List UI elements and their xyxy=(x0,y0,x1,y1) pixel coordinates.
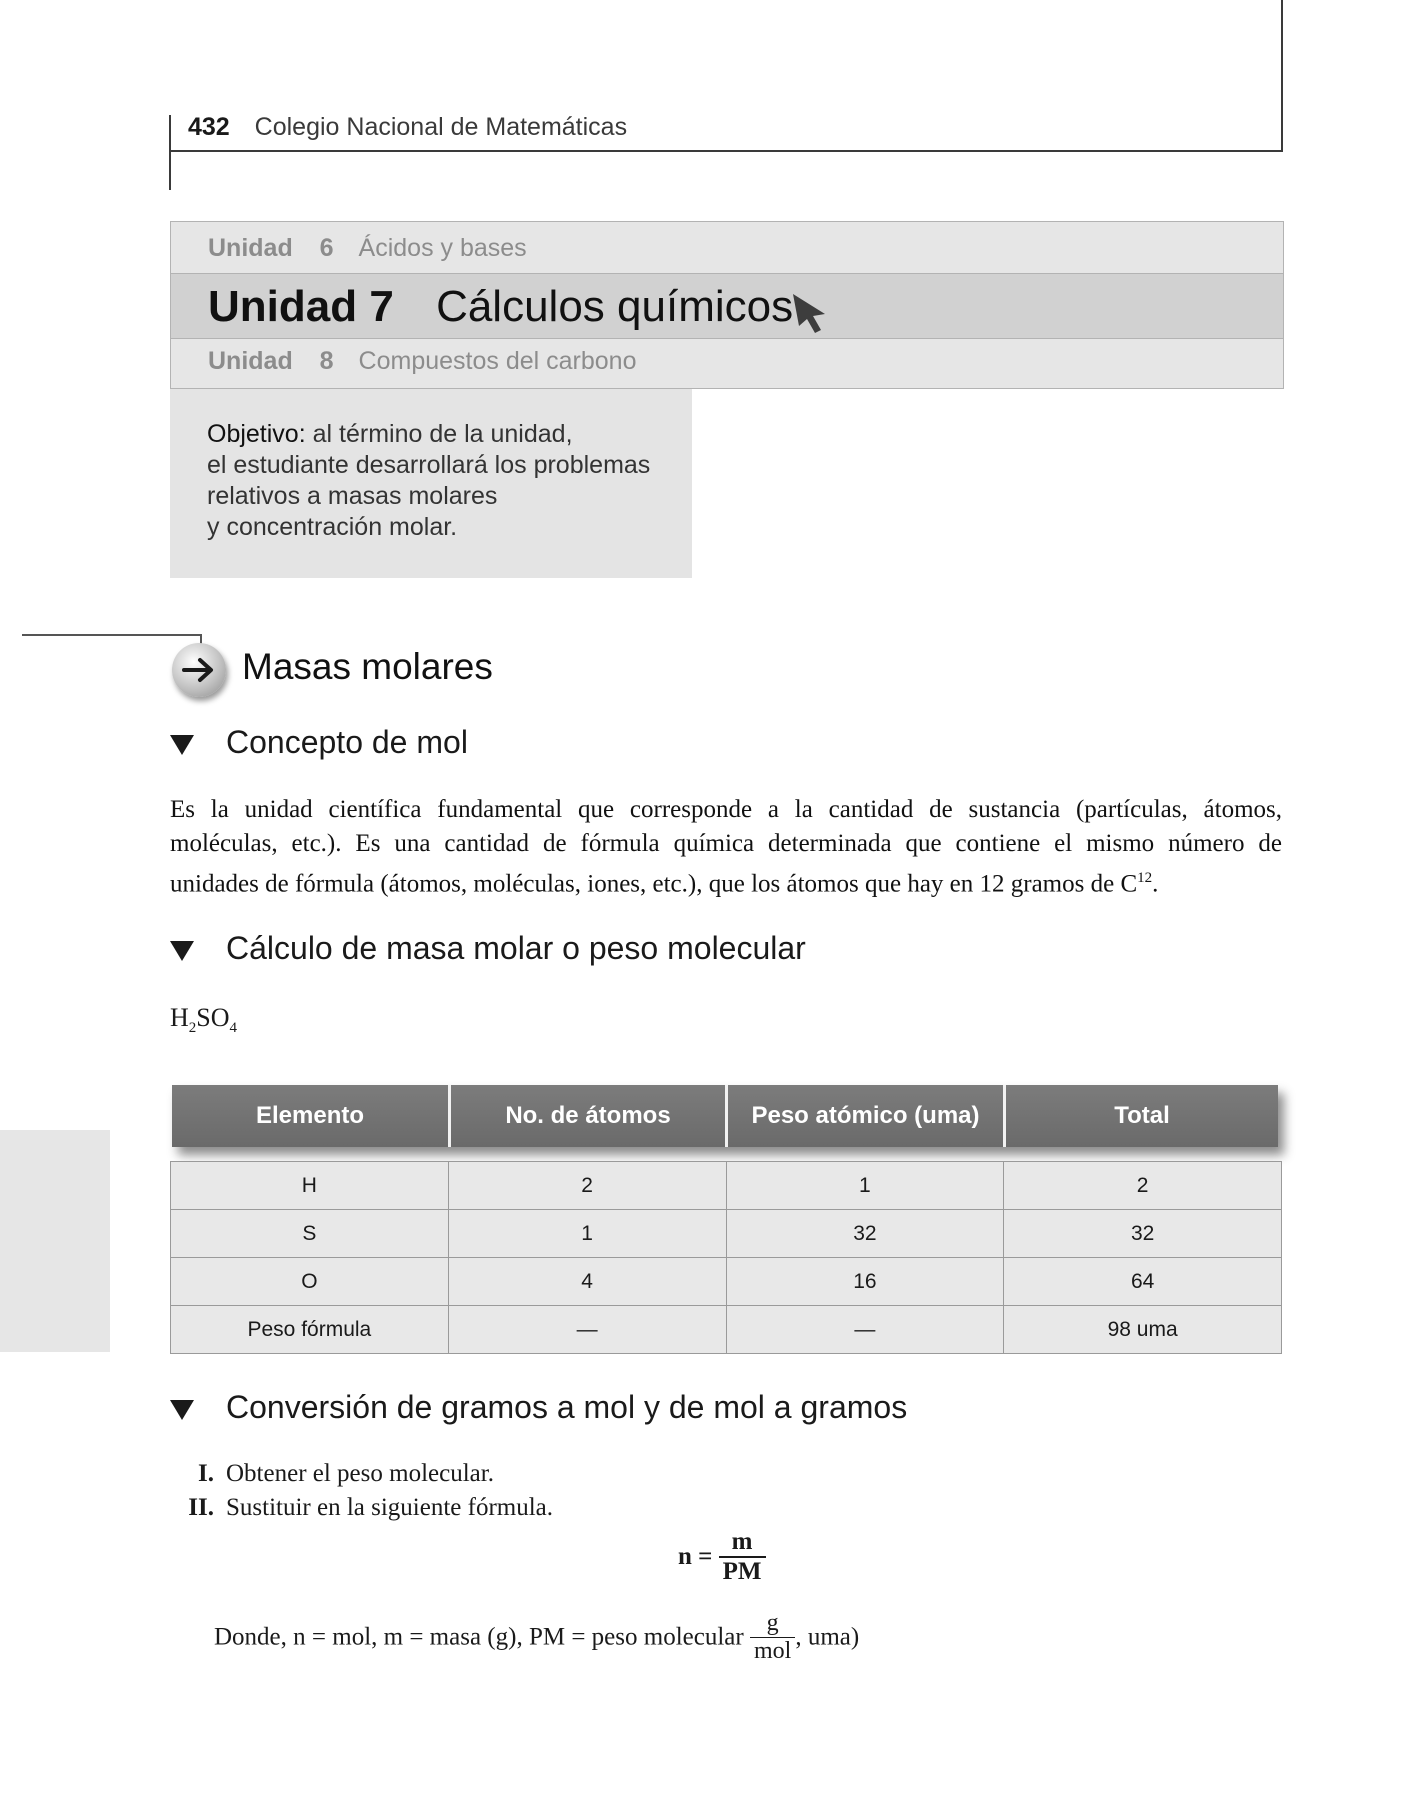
table-cell: 1 xyxy=(726,1162,1004,1210)
table-cell: S xyxy=(171,1210,449,1258)
concepto-line-1: Es la unidad científica fundamental que corresponde a la cantidad de sustancia (partículas, átomos, xyxy=(170,796,1282,823)
section-arrow-icon xyxy=(172,643,226,697)
formula-so-sub: 4 xyxy=(229,1020,238,1037)
unit-next-label: Unidad xyxy=(208,347,293,375)
table-cell: 2 xyxy=(448,1162,726,1210)
objective-line-1: al término de la unidad, xyxy=(312,420,573,448)
table-row xyxy=(171,1306,1282,1354)
formula-numerator: m xyxy=(719,1528,766,1558)
step-number: I. xyxy=(198,1460,214,1487)
unit-next-number: 8 xyxy=(319,347,334,375)
bullet-triangle-icon xyxy=(170,1400,194,1420)
bullet-triangle-icon xyxy=(170,735,194,755)
table-row xyxy=(171,1162,1282,1210)
unit-current-row xyxy=(171,273,1283,339)
heading-conversion xyxy=(170,1389,907,1426)
table-row xyxy=(171,1210,1282,1258)
table-cell: 32 xyxy=(1004,1210,1282,1258)
legend-fraction xyxy=(750,1610,795,1665)
page-number: 432 xyxy=(188,113,230,141)
margin-rule xyxy=(22,634,202,636)
unit-next-row xyxy=(208,347,636,376)
table-cell: H xyxy=(171,1162,449,1210)
unit-prev-title: Ácidos y bases xyxy=(358,234,527,262)
formula-lhs: n = xyxy=(678,1543,713,1570)
formula-fraction xyxy=(719,1528,766,1586)
book-title: Colegio Nacional de Matemáticas xyxy=(254,113,628,141)
formula-so: SO xyxy=(196,1003,230,1032)
table-cell: 4 xyxy=(448,1258,726,1306)
table-cell: 98 uma xyxy=(1004,1306,1282,1354)
objective-line-4: y concentración molar. xyxy=(207,513,458,541)
concepto-paragraph xyxy=(170,793,1282,901)
legend-numerator: g xyxy=(750,1610,795,1638)
carbon-isotope-sup: 12 xyxy=(1137,870,1153,886)
formula-denominator: PM xyxy=(722,1558,762,1585)
heading-calculo-text: Cálculo de masa molar o peso molecular xyxy=(226,930,806,966)
table-cell: — xyxy=(726,1306,1004,1354)
table-header-atomos: No. de átomos xyxy=(505,1102,671,1129)
legend-end: , uma) xyxy=(795,1623,860,1651)
formula-h: H xyxy=(170,1003,189,1032)
cursor-arrow-icon xyxy=(791,292,835,336)
table-cell: 16 xyxy=(726,1258,1004,1306)
frame-top-rule xyxy=(170,150,1282,152)
step-number: II. xyxy=(188,1494,214,1521)
table-cell: 2 xyxy=(1004,1162,1282,1210)
formula-h2so4 xyxy=(170,1003,237,1037)
objective-line-3: relativos a masas molares xyxy=(207,482,498,510)
unit-prev-number: 6 xyxy=(319,234,334,262)
concepto-line-3: unidades de fórmula (átomos, moléculas, iones, etc.), que los átomos que hay en 12 gramos de C xyxy=(170,870,1138,898)
table-cell: 1 xyxy=(448,1210,726,1258)
table-header-total: Total xyxy=(1114,1102,1170,1129)
frame-left-tick xyxy=(169,115,171,190)
table-header xyxy=(172,1085,1278,1147)
objective-box xyxy=(170,389,692,578)
objective-line-2: el estudiante desarrollará los problemas xyxy=(207,451,651,479)
table-row xyxy=(171,1258,1282,1306)
table-cell: 32 xyxy=(726,1210,1004,1258)
unit-prev-row xyxy=(208,234,527,263)
unit-box xyxy=(170,221,1284,389)
heading-calculo xyxy=(170,930,806,967)
formula-h-sub: 2 xyxy=(188,1020,197,1037)
concepto-line-2: moléculas, etc.). Es una cantidad de fórmula química determinada que contiene el mismo número de xyxy=(170,830,1282,857)
unit-current-number: 7 xyxy=(369,282,394,331)
legend-text: Donde, n = mol, m = masa (g), PM = peso molecular xyxy=(214,1623,744,1651)
unit-next-title: Compuestos del carbono xyxy=(358,347,637,375)
table-cell: Peso fórmula xyxy=(171,1306,449,1354)
objective-label: Objetivo: xyxy=(207,420,306,448)
section-title: Masas molares xyxy=(242,646,493,687)
unit-current-label: Unidad xyxy=(208,282,358,331)
table-header-elemento: Elemento xyxy=(255,1102,365,1129)
unit-current-title: Cálculos químicos xyxy=(436,282,794,331)
molar-mass-table xyxy=(170,1161,1282,1354)
bullet-triangle-icon xyxy=(170,941,194,961)
table-cell: O xyxy=(171,1258,449,1306)
table-header-peso: Peso atómico (uma) xyxy=(751,1102,980,1129)
table-cell: 64 xyxy=(1004,1258,1282,1306)
heading-conversion-text: Conversión de gramos a mol y de mol a gramos xyxy=(226,1389,908,1425)
step-text: Sustituir en la siguiente fórmula. xyxy=(226,1494,554,1521)
list-item xyxy=(170,1491,553,1525)
list-item xyxy=(170,1457,553,1491)
step-text: Obtener el peso molecular. xyxy=(226,1460,494,1487)
legend-denominator: mol xyxy=(753,1638,792,1664)
concepto-line-3-end: . xyxy=(1152,870,1159,898)
unit-prev-label: Unidad xyxy=(208,234,293,262)
margin-tab xyxy=(0,1130,110,1352)
formula-moles xyxy=(678,1528,766,1586)
formula-legend xyxy=(214,1610,859,1665)
table-cell: — xyxy=(448,1306,726,1354)
running-header xyxy=(188,113,627,142)
heading-concepto-text: Concepto de mol xyxy=(226,724,468,760)
frame-right-rule xyxy=(1281,0,1283,152)
conversion-steps xyxy=(170,1457,553,1525)
heading-concepto xyxy=(170,724,468,761)
